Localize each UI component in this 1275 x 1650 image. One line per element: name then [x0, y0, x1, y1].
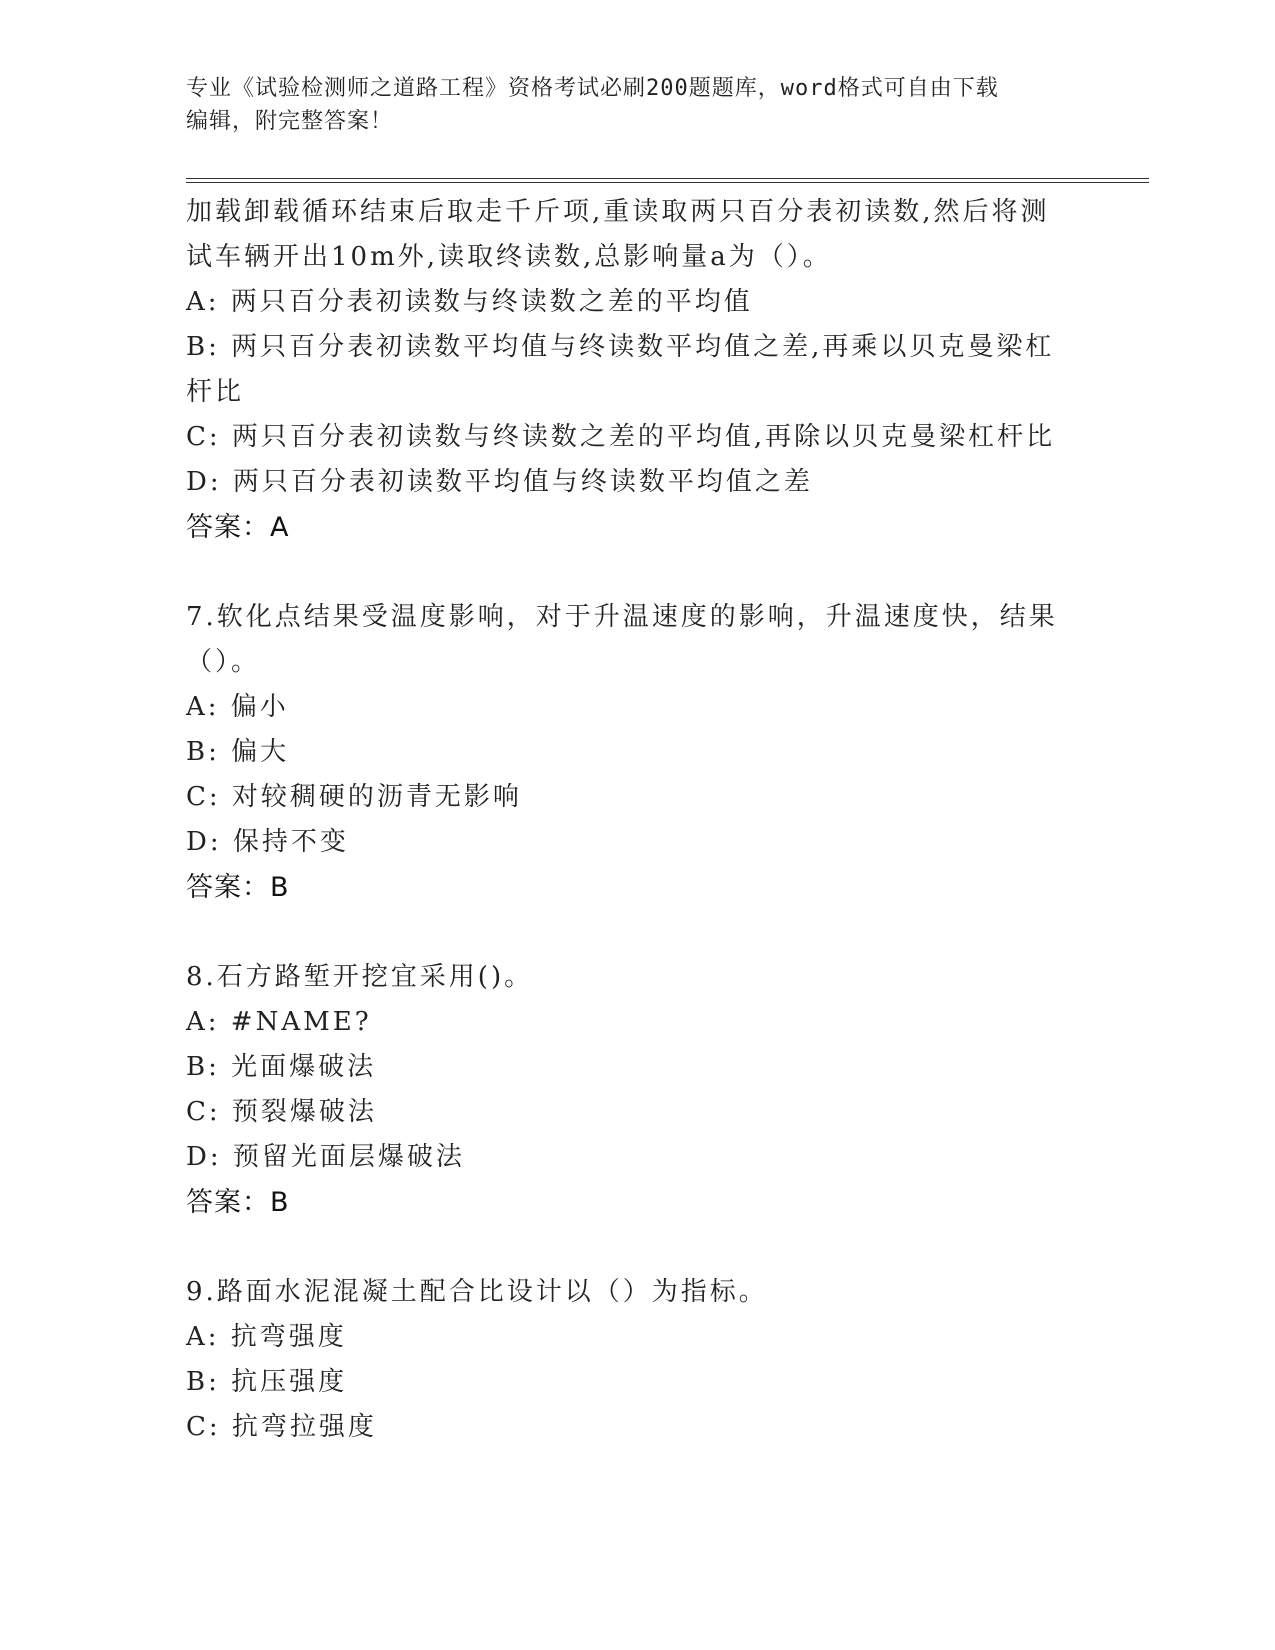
question-option-line: A: 两只百分表初读数与终读数之差的平均值: [186, 287, 753, 317]
question-block: [186, 190, 1086, 550]
document-header: [186, 72, 1086, 138]
question-answer: 答案：B: [186, 872, 290, 903]
question-block: [186, 595, 1086, 910]
question-option-line: 杆比: [186, 377, 245, 407]
question-option-line: A: 抗弯强度: [186, 1322, 347, 1352]
header-divider-bottom: [186, 182, 1149, 183]
question-option-line: D: 两只百分表初读数平均值与终读数平均值之差: [186, 467, 813, 497]
question-block: [186, 1270, 1086, 1450]
question-answer: 答案：A: [186, 512, 290, 543]
question-stem-line: 试车辆开出10m外,读取终读数,总影响量a为（）。: [186, 242, 832, 272]
question-option-line: C: 抗弯拉强度: [186, 1412, 377, 1442]
question-answer: 答案：B: [186, 1187, 290, 1218]
question-spacer: [186, 550, 1086, 595]
question-option-line: C: 预裂爆破法: [186, 1097, 377, 1127]
question-option-line: D: 预留光面层爆破法: [186, 1142, 465, 1172]
question-option-line: B: 光面爆破法: [186, 1052, 377, 1082]
question-option-line: A: #NAME?: [186, 1007, 372, 1037]
question-list: [186, 190, 1086, 1450]
question-stem-line: 9.路面水泥混凝土配合比设计以（）为指标。: [186, 1277, 768, 1307]
header-divider-top: [186, 178, 1149, 179]
question-option-line: B: 两只百分表初读数平均值与终读数平均值之差,再乘以贝克曼梁杠: [186, 332, 1055, 362]
question-option-line: B: 偏大: [186, 737, 290, 767]
question-stem-line: （）。: [186, 647, 261, 677]
question-option-line: C: 两只百分表初读数与终读数之差的平均值,再除以贝克曼梁杠杆比: [186, 422, 1056, 452]
question-option-line: C: 对较稠硬的沥青无影响: [186, 782, 522, 812]
question-spacer: [186, 910, 1086, 955]
question-stem-line: 7.软化点结果受温度影响，对于升温速度的影响，升温速度快，结果: [186, 602, 1058, 632]
header-line-1: 专业《试验检测师之道路工程》资格考试必刷200题题库，word格式可自由下载: [186, 76, 999, 101]
question-option-line: A: 偏小: [186, 692, 289, 722]
question-stem-line: 8.石方路堑开挖宜采用()。: [186, 962, 534, 992]
question-spacer: [186, 1225, 1086, 1270]
question-block: [186, 955, 1086, 1225]
question-option-line: B: 抗压强度: [186, 1367, 348, 1397]
question-stem-line: 加载卸载循环结束后取走千斤项,重读取两只百分表初读数,然后将测: [186, 197, 1050, 227]
header-line-2: 编辑，附完整答案！: [186, 109, 394, 134]
question-option-line: D: 保持不变: [186, 827, 349, 857]
